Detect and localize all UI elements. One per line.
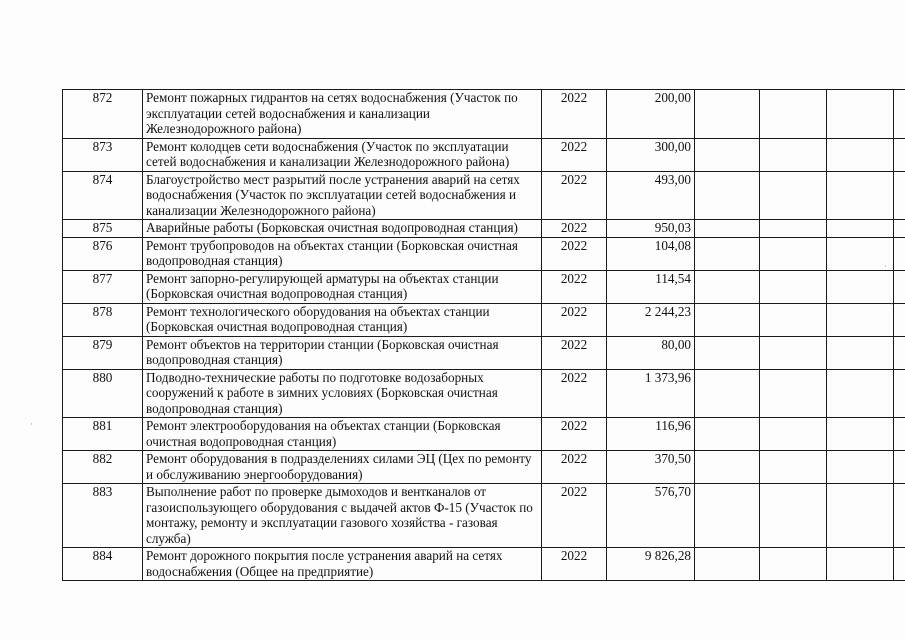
- empty-cell: [894, 270, 905, 303]
- table-row: [63, 369, 905, 418]
- table-row: [63, 270, 905, 303]
- work-name-cell: Ремонт объектов на территории станции (Борковская очистная водопроводная станция): [143, 336, 542, 369]
- empty-cell: [827, 484, 894, 548]
- empty-cell: [760, 90, 827, 139]
- amount-cell: 493,00: [607, 171, 695, 220]
- empty-cell: [760, 220, 827, 238]
- year-cell: 2022: [542, 369, 607, 418]
- table-row: [63, 220, 905, 238]
- empty-cell: [827, 270, 894, 303]
- empty-cell: [894, 220, 905, 238]
- scan-speck: ·: [884, 262, 887, 272]
- work-name-cell: Ремонт трубопроводов на объектах станции (Борковская очистная водопроводная станция): [143, 237, 542, 270]
- row-number-cell: 880: [63, 369, 143, 418]
- empty-cell: [894, 484, 905, 548]
- empty-cell: [695, 451, 760, 484]
- empty-cell: [827, 451, 894, 484]
- empty-cell: [827, 303, 894, 336]
- empty-cell: [894, 336, 905, 369]
- row-number-cell: 879: [63, 336, 143, 369]
- empty-cell: [827, 90, 894, 139]
- empty-cell: [894, 90, 905, 139]
- amount-cell: 950,03: [607, 220, 695, 238]
- empty-cell: [827, 138, 894, 171]
- row-number-cell: 882: [63, 451, 143, 484]
- work-name-cell: Благоустройство мест разрытий после устранения аварий на сетях водоснабжения (Участок по эксплуатации сетей водоснабжения и канализации Железнодорожного района): [143, 171, 542, 220]
- amount-cell: 116,96: [607, 418, 695, 451]
- empty-cell: [695, 220, 760, 238]
- year-cell: 2022: [542, 138, 607, 171]
- year-cell: 2022: [542, 303, 607, 336]
- empty-cell: [827, 171, 894, 220]
- work-name-cell: Ремонт запорно-регулирующей арматуры на объектах станции (Борковская очистная водопроводная станция): [143, 270, 542, 303]
- empty-cell: [695, 171, 760, 220]
- amount-cell: 200,00: [607, 90, 695, 139]
- empty-cell: [760, 418, 827, 451]
- empty-cell: [894, 237, 905, 270]
- empty-cell: [760, 548, 827, 581]
- table-row: [63, 171, 905, 220]
- empty-cell: [695, 237, 760, 270]
- empty-cell: [695, 138, 760, 171]
- table-row: [63, 418, 905, 451]
- work-name-cell: Ремонт колодцев сети водоснабжения (Участок по эксплуатации сетей водоснабжения и канализации Железнодорожного района): [143, 138, 542, 171]
- year-cell: 2022: [542, 548, 607, 581]
- empty-cell: [760, 237, 827, 270]
- empty-cell: [827, 220, 894, 238]
- empty-cell: [894, 418, 905, 451]
- empty-cell: [695, 369, 760, 418]
- empty-cell: [695, 336, 760, 369]
- amount-cell: 300,00: [607, 138, 695, 171]
- empty-cell: [760, 171, 827, 220]
- year-cell: 2022: [542, 484, 607, 548]
- amount-cell: 80,00: [607, 336, 695, 369]
- empty-cell: [760, 369, 827, 418]
- work-name-cell: Ремонт технологического оборудования на объектах станции (Борковская очистная водопроводная станция): [143, 303, 542, 336]
- amount-cell: 104,08: [607, 237, 695, 270]
- amount-cell: 2 244,23: [607, 303, 695, 336]
- empty-cell: [760, 270, 827, 303]
- empty-cell: [827, 418, 894, 451]
- empty-cell: [894, 548, 905, 581]
- table-row: [63, 484, 905, 548]
- table-row: [63, 138, 905, 171]
- table-row: [63, 336, 905, 369]
- row-number-cell: 875: [63, 220, 143, 238]
- table-body: [63, 90, 905, 581]
- scan-speck: ·: [30, 420, 33, 430]
- work-name-cell: Подводно-технические работы по подготовке водозаборных сооружений к работе в зимних условиях (Борковская очистная водопроводная станция): [143, 369, 542, 418]
- empty-cell: [695, 548, 760, 581]
- empty-cell: [894, 451, 905, 484]
- row-number-cell: 872: [63, 90, 143, 139]
- work-name-cell: Ремонт электрооборудования на объектах станции (Борковская очистная водопроводная станция): [143, 418, 542, 451]
- amount-cell: 576,70: [607, 484, 695, 548]
- year-cell: 2022: [542, 171, 607, 220]
- year-cell: 2022: [542, 451, 607, 484]
- work-name-cell: Ремонт оборудования в подразделениях силами ЭЦ (Цех по ремонту и обслуживанию энергооборудования): [143, 451, 542, 484]
- work-name-cell: Аварийные работы (Борковская очистная водопроводная станция): [143, 220, 542, 238]
- table-row: [63, 548, 905, 581]
- work-name-cell: Ремонт пожарных гидрантов на сетях водоснабжения (Участок по эксплуатации сетей водоснабжения и канализации Железнодорожного района): [143, 90, 542, 139]
- amount-cell: 1 373,96: [607, 369, 695, 418]
- table-row: [63, 451, 905, 484]
- empty-cell: [894, 303, 905, 336]
- year-cell: 2022: [542, 237, 607, 270]
- table-row: [63, 90, 905, 139]
- table-row: [63, 237, 905, 270]
- year-cell: 2022: [542, 220, 607, 238]
- work-name-cell: Ремонт дорожного покрытия после устранения аварий на сетях водоснабжения (Общее на предприятие): [143, 548, 542, 581]
- empty-cell: [894, 171, 905, 220]
- empty-cell: [760, 303, 827, 336]
- row-number-cell: 874: [63, 171, 143, 220]
- row-number-cell: 884: [63, 548, 143, 581]
- empty-cell: [760, 138, 827, 171]
- scan-speck: ·: [890, 300, 893, 310]
- work-name-cell: Выполнение работ по проверке дымоходов и вентканалов от газоиспользующего оборудования с выдачей актов Ф-15 (Участок по монтажу, ремонту и эксплуатации газового хозяйства - газовая служба): [143, 484, 542, 548]
- year-cell: 2022: [542, 270, 607, 303]
- row-number-cell: 876: [63, 237, 143, 270]
- empty-cell: [760, 451, 827, 484]
- empty-cell: [695, 270, 760, 303]
- year-cell: 2022: [542, 90, 607, 139]
- row-number-cell: 878: [63, 303, 143, 336]
- amount-cell: 370,50: [607, 451, 695, 484]
- empty-cell: [894, 369, 905, 418]
- empty-cell: [695, 484, 760, 548]
- row-number-cell: 883: [63, 484, 143, 548]
- empty-cell: [760, 484, 827, 548]
- work-plan-table: [62, 89, 905, 581]
- empty-cell: [827, 369, 894, 418]
- table-row: [63, 303, 905, 336]
- empty-cell: [695, 303, 760, 336]
- year-cell: 2022: [542, 418, 607, 451]
- row-number-cell: 873: [63, 138, 143, 171]
- row-number-cell: 881: [63, 418, 143, 451]
- row-number-cell: 877: [63, 270, 143, 303]
- amount-cell: 114,54: [607, 270, 695, 303]
- empty-cell: [695, 418, 760, 451]
- amount-cell: 9 826,28: [607, 548, 695, 581]
- empty-cell: [695, 90, 760, 139]
- empty-cell: [760, 336, 827, 369]
- empty-cell: [827, 548, 894, 581]
- empty-cell: [894, 138, 905, 171]
- year-cell: 2022: [542, 336, 607, 369]
- empty-cell: [827, 336, 894, 369]
